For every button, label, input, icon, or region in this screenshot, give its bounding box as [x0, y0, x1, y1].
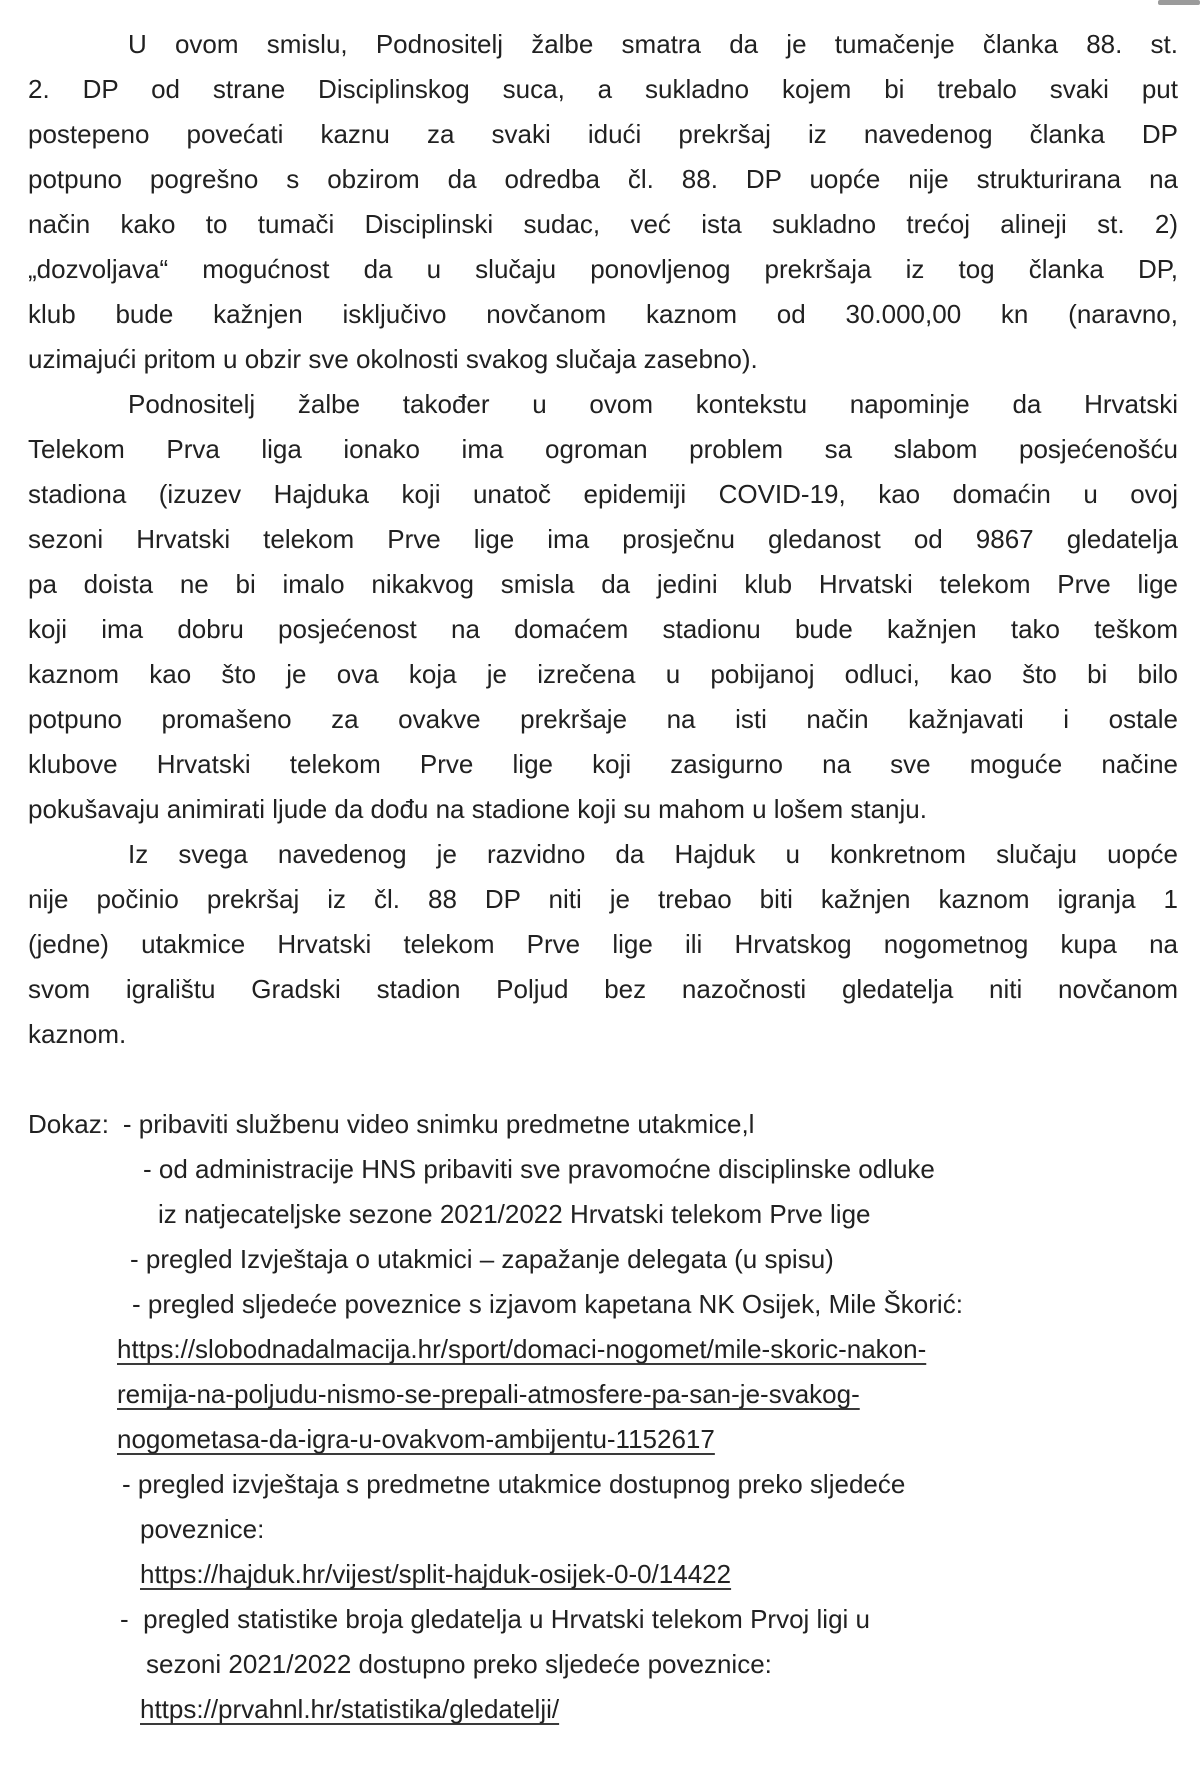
evidence-item: - pregled sljedeće poveznice s izjavom kapetana NK Osijek, Mile Škorić: [132, 1289, 963, 1319]
evidence-item: - od administracije HNS pribaviti sve pravomoćne disciplinske odluke [143, 1154, 935, 1184]
text-line: potpuno promašeno za ovakve prekršaje na isti način kažnjavati i ostale [28, 704, 1178, 734]
link-hajduk-match-report[interactable]: https://hajduk.hr/vijest/split-hajduk-osijek-0-0/14422 [140, 1559, 732, 1589]
evidence-section [28, 1102, 1178, 1732]
text-line: koji ima dobru posjećenost na domaćem stadionu bude kažnjen tako teškom [28, 614, 1178, 644]
text-line: (jedne) utakmice Hrvatski telekom Prve lige ili Hrvatskog nogometnog kupa na [28, 929, 1178, 959]
text-line: uzimajući pritom u obzir sve okolnosti svakog slučaja zasebno). [28, 344, 758, 374]
link-slobodnadalmacija-line2[interactable]: remija-na-poljudu-nismo-se-prepali-atmosfere-pa-san-je-svakog- [117, 1379, 860, 1409]
text-line: pokušavaju animirati ljude da dođu na stadione koji su mahom u lošem stanju. [28, 794, 927, 824]
text-line: Podnositelj žalbe također u ovom kontekstu napominje da Hrvatski [128, 389, 1178, 419]
scan-artifact-mark [1158, 0, 1200, 5]
text-line: nije počinio prekršaj iz čl. 88 DP niti je trebao biti kažnjen kaznom igranja 1 [28, 884, 1178, 914]
text-line: postepeno povećati kaznu za svaki idući prekršaj iz navedenog članka DP [28, 119, 1178, 149]
text-line: „dozvoljava“ mogućnost da u slučaju ponovljenog prekršaja iz tog članka DP, [28, 254, 1178, 284]
text-line: potpuno pogrešno s obzirom da odredba čl. 88. DP uopće nije strukturirana na [28, 164, 1178, 194]
text-line: Iz svega navedenog je razvidno da Hajduk u konkretnom slučaju uopće [128, 839, 1178, 869]
text-line: svom igralištu Gradski stadion Poljud bez nazočnosti gledatelja niti novčanom [28, 974, 1178, 1004]
text-line: klub bude kažnjen isključivo novčanom kaznom od 30.000,00 kn (naravno, [28, 299, 1178, 329]
paragraph-interpretation-art88 [28, 22, 1178, 382]
text-line: 2. DP od strane Disciplinskog suca, a sukladno kojem bi trebalo svaki put [28, 74, 1178, 104]
text-line: U ovom smislu, Podnositelj žalbe smatra da je tumačenje članka 88. st. [128, 29, 1178, 59]
evidence-first-line [28, 1102, 1178, 1147]
evidence-item: - pregled Izvještaja o utakmici – zapažanje delegata (u spisu) [130, 1244, 834, 1274]
evidence-item: sezoni 2021/2022 dostupno preko sljedeće poveznice: [146, 1649, 772, 1679]
link-slobodnadalmacija-line1[interactable]: https://slobodnadalmacija.hr/sport/domaci-nogomet/mile-skoric-nakon- [117, 1334, 927, 1364]
text-line: sezoni Hrvatski telekom Prve lige ima prosječnu gledanost od 9867 gledatelja [28, 524, 1178, 554]
text-line: Telekom Prva liga ionako ima ogroman problem sa slabom posjećenošću [28, 434, 1178, 464]
evidence-item: - pregled izvještaja s predmetne utakmice dostupnog preko sljedeće [122, 1469, 906, 1499]
text-line: način kako to tumači Disciplinski sudac, već ista sukladno trećoj alineji st. 2) [28, 209, 1178, 239]
evidence-item: iz natjecateljske sezone 2021/2022 Hrvatski telekom Prve lige [158, 1199, 871, 1229]
evidence-label: Dokaz: [28, 1109, 109, 1139]
link-slobodnadalmacija-line3[interactable]: nogometasa-da-igra-u-ovakvom-ambijentu-1152617 [117, 1424, 715, 1454]
text-line: kaznom kao što je ova koja je izrečena u pobijanoj odluci, kao što bi bilo [28, 659, 1178, 689]
evidence-item: - pregled statistike broja gledatelja u Hrvatski telekom Prvoj ligi u [120, 1604, 871, 1634]
paragraph-conclusion [28, 832, 1178, 1057]
evidence-item: poveznice: [140, 1514, 265, 1544]
text-line: kaznom. [28, 1019, 127, 1049]
text-line: pa doista ne bi imalo nikakvog smisla da jedini klub Hrvatski telekom Prve lige [28, 569, 1178, 599]
link-prvahnl-statistics[interactable]: https://prvahnl.hr/statistika/gledatelji/ [140, 1694, 560, 1724]
evidence-item: - pribaviti službenu video snimku predmetne utakmice,l [122, 1109, 755, 1139]
paragraph-attendance-argument [28, 382, 1178, 832]
text-line: klubove Hrvatski telekom Prve lige koji zasigurno na sve moguće načine [28, 749, 1178, 779]
text-line: stadiona (izuzev Hajduka koji unatoč epidemiji COVID-19, kao domaćin u ovoj [28, 479, 1178, 509]
